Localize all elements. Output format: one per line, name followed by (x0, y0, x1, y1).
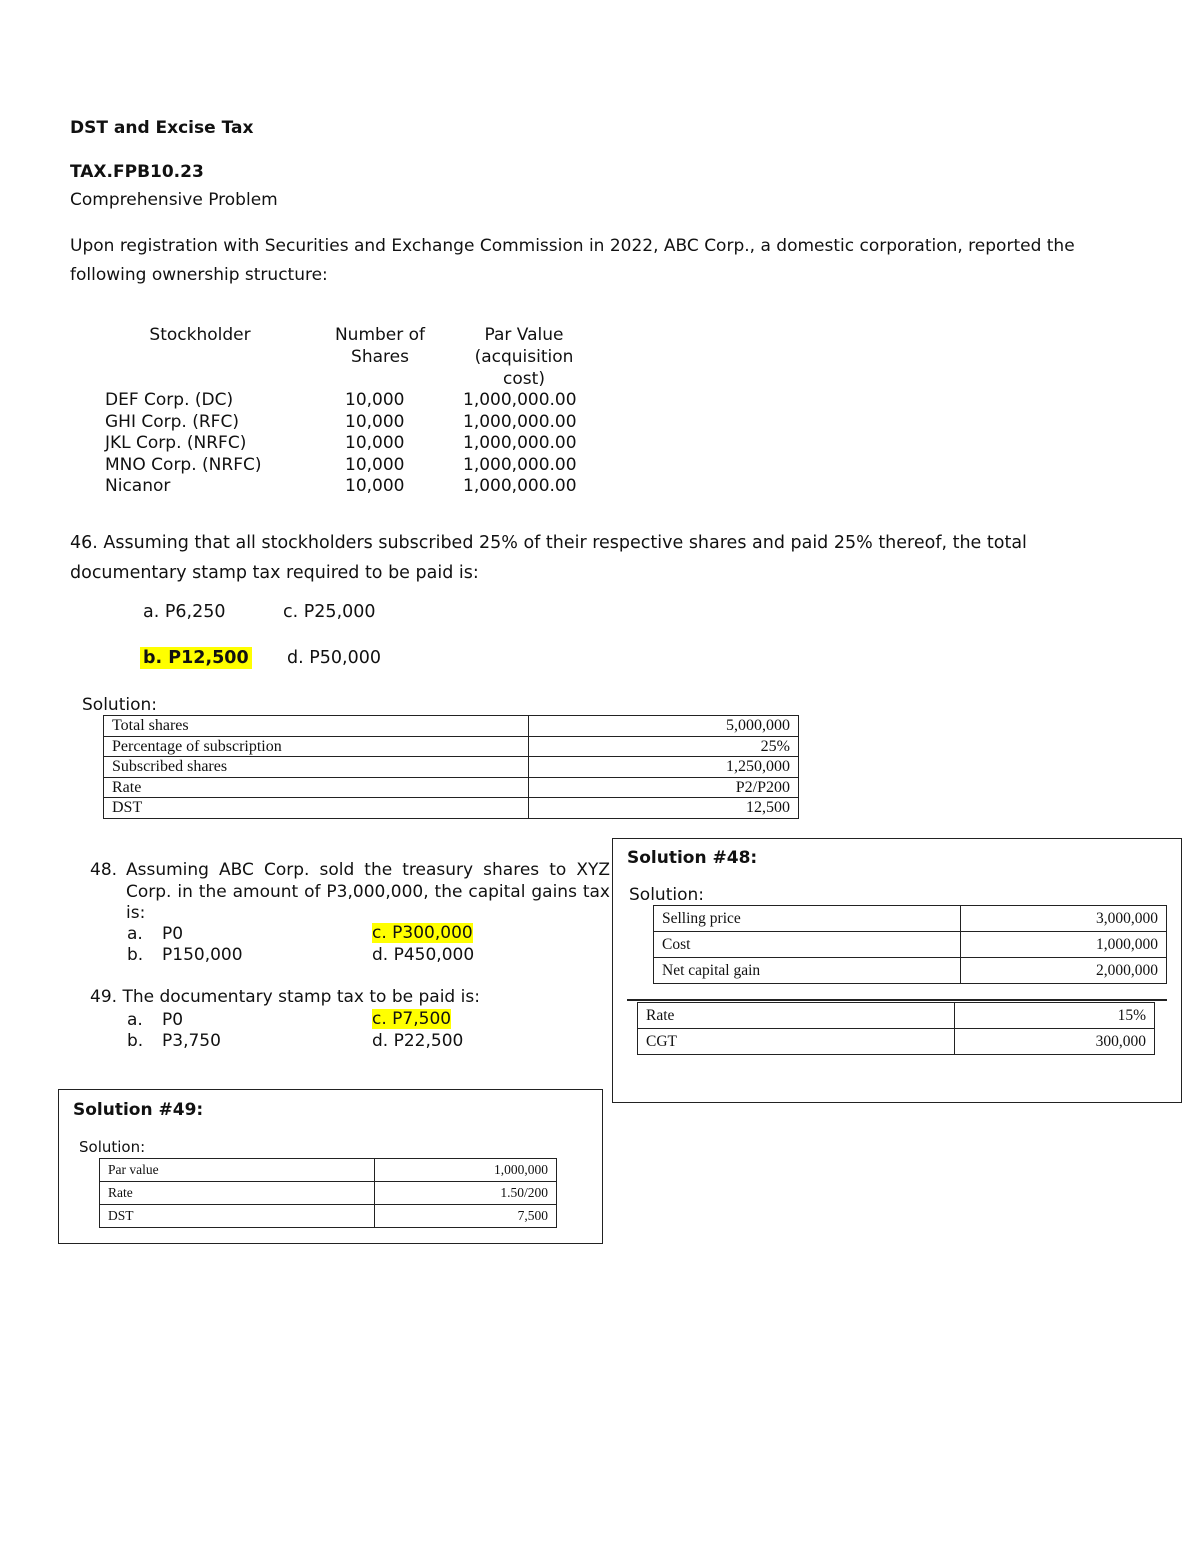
row-value: 15% (955, 1003, 1155, 1029)
problem-code: TAX.FPB10.23 (70, 162, 204, 182)
row-value: 3,000,000 (961, 906, 1167, 932)
divider (627, 999, 1167, 1001)
row-value: P2/P200 (529, 777, 799, 798)
par-value: 1,000,000.00 (463, 454, 577, 475)
row-value: 300,000 (955, 1029, 1155, 1055)
table-row (654, 906, 1167, 932)
row-label: DST (100, 1205, 375, 1228)
problem-subtitle: Comprehensive Problem (70, 190, 278, 210)
table-row (100, 1205, 557, 1228)
row-label: Total shares (104, 716, 529, 737)
row-label: Par value (100, 1159, 375, 1182)
q46-option-b-answer: b. P12,500 (140, 647, 252, 669)
q49-option-b-key: b. (127, 1031, 144, 1051)
shares-value: 10,000 (345, 433, 405, 453)
q48-option-c-answer: c. P300,000 (372, 923, 473, 943)
q48-number: 48. (90, 860, 118, 880)
table-row (104, 736, 799, 757)
solution-48-title: Solution #48: (627, 848, 758, 868)
row-value: 1,000,000 (961, 932, 1167, 958)
q49-number: 49. (90, 987, 118, 1007)
row-label: Cost (654, 932, 961, 958)
solution-48-table-tax (637, 1002, 1155, 1055)
row-value: 7,500 (375, 1205, 557, 1228)
row-label: Rate (100, 1182, 375, 1205)
table-row (100, 1159, 557, 1182)
solution-48-label: Solution: (629, 885, 704, 905)
row-value: 5,000,000 (529, 716, 799, 737)
table-row (104, 757, 799, 778)
header-stockholder: Stockholder (149, 325, 251, 345)
solution-49-title: Solution #49: (73, 1100, 204, 1120)
stockholder-name: GHI Corp. (RFC) (105, 411, 239, 432)
stockholder-name: Nicanor (105, 476, 171, 496)
solution-49-box (58, 1089, 603, 1244)
q46-solution-table (103, 715, 799, 819)
table-row (654, 932, 1167, 958)
question-48 (90, 860, 610, 925)
shares-value: 10,000 (345, 411, 405, 432)
row-label: CGT (638, 1029, 955, 1055)
row-label: Rate (638, 1003, 955, 1029)
q49-option-b: P3,750 (162, 1031, 221, 1051)
table-row (104, 798, 799, 819)
shares-column (345, 390, 404, 498)
row-label: Rate (104, 777, 529, 798)
par-value: 1,000,000.00 (463, 390, 577, 410)
table-row (104, 777, 799, 798)
q48-option-d: d. P450,000 (372, 945, 475, 965)
par-value: 1,000,000.00 (463, 411, 577, 432)
solution-49-label: Solution: (79, 1138, 146, 1156)
table-row (638, 1029, 1155, 1055)
document-title: DST and Excise Tax (70, 118, 254, 138)
q49-option-c-answer: c. P7,500 (372, 1009, 452, 1029)
problem-intro: Upon registration with Securities and Exchange Commission in 2022, ABC Corp., a domestic corporation, reported the following ownership structure: (70, 236, 1075, 285)
q49-option-d: d. P22,500 (372, 1031, 464, 1051)
stockholder-column (105, 390, 261, 498)
par-value: 1,000,000.00 (463, 476, 577, 496)
q48-option-b: P150,000 (162, 945, 243, 965)
header-shares: Number of Shares (334, 325, 426, 367)
solution-48-table-gain (653, 905, 1167, 984)
q49-text: The documentary stamp tax to be paid is: (122, 987, 480, 1007)
par-value: 1,000,000.00 (463, 433, 577, 453)
row-value: 1,250,000 (529, 757, 799, 778)
row-value: 12,500 (529, 798, 799, 819)
solution-48-box (612, 838, 1182, 1103)
shares-value: 10,000 (345, 390, 405, 410)
q48-option-a-key: a. (127, 924, 143, 944)
q48-stem (90, 860, 610, 925)
shares-value: 10,000 (345, 454, 405, 475)
header-par-value: Par Value (acquisition cost) (474, 325, 574, 389)
stockholder-name: MNO Corp. (NRFC) (105, 454, 262, 475)
q48-text: Assuming ABC Corp. sold the treasury shares to XYZ Corp. in the amount of P3,000,000, the capital gains tax is: (126, 860, 610, 923)
q49-option-a-key: a. (127, 1010, 143, 1030)
table-row (654, 958, 1167, 984)
question-49 (90, 987, 610, 1009)
row-value: 1,000,000 (375, 1159, 557, 1182)
q49-option-a: P0 (162, 1010, 184, 1030)
q46-option-a: a. P6,250 (143, 602, 226, 622)
q48-option-a: P0 (162, 924, 184, 944)
table-row (100, 1182, 557, 1205)
row-label: Subscribed shares (104, 757, 529, 778)
row-value: 2,000,000 (961, 958, 1167, 984)
ownership-table (105, 324, 605, 504)
q48-option-b-key: b. (127, 945, 144, 965)
q46-solution-label: Solution: (82, 695, 157, 715)
solution-49-table (99, 1158, 557, 1228)
row-label: Percentage of subscription (104, 736, 529, 757)
stockholder-name: JKL Corp. (NRFC) (105, 433, 247, 453)
shares-value: 10,000 (345, 476, 405, 496)
par-column (463, 390, 577, 498)
row-label: Net capital gain (654, 958, 961, 984)
row-value: 25% (529, 736, 799, 757)
question-46: 46. Assuming that all stockholders subscribed 25% of their respective shares and paid 25% thereof, the total documentary stamp tax required to be paid is: (70, 533, 1027, 583)
row-value: 1.50/200 (375, 1182, 557, 1205)
q46-option-d: d. P50,000 (287, 648, 382, 668)
table-row (638, 1003, 1155, 1029)
row-label: DST (104, 798, 529, 819)
row-label: Selling price (654, 906, 961, 932)
table-row (104, 716, 799, 737)
q46-option-c: c. P25,000 (283, 602, 376, 622)
stockholder-name: DEF Corp. (DC) (105, 390, 234, 410)
